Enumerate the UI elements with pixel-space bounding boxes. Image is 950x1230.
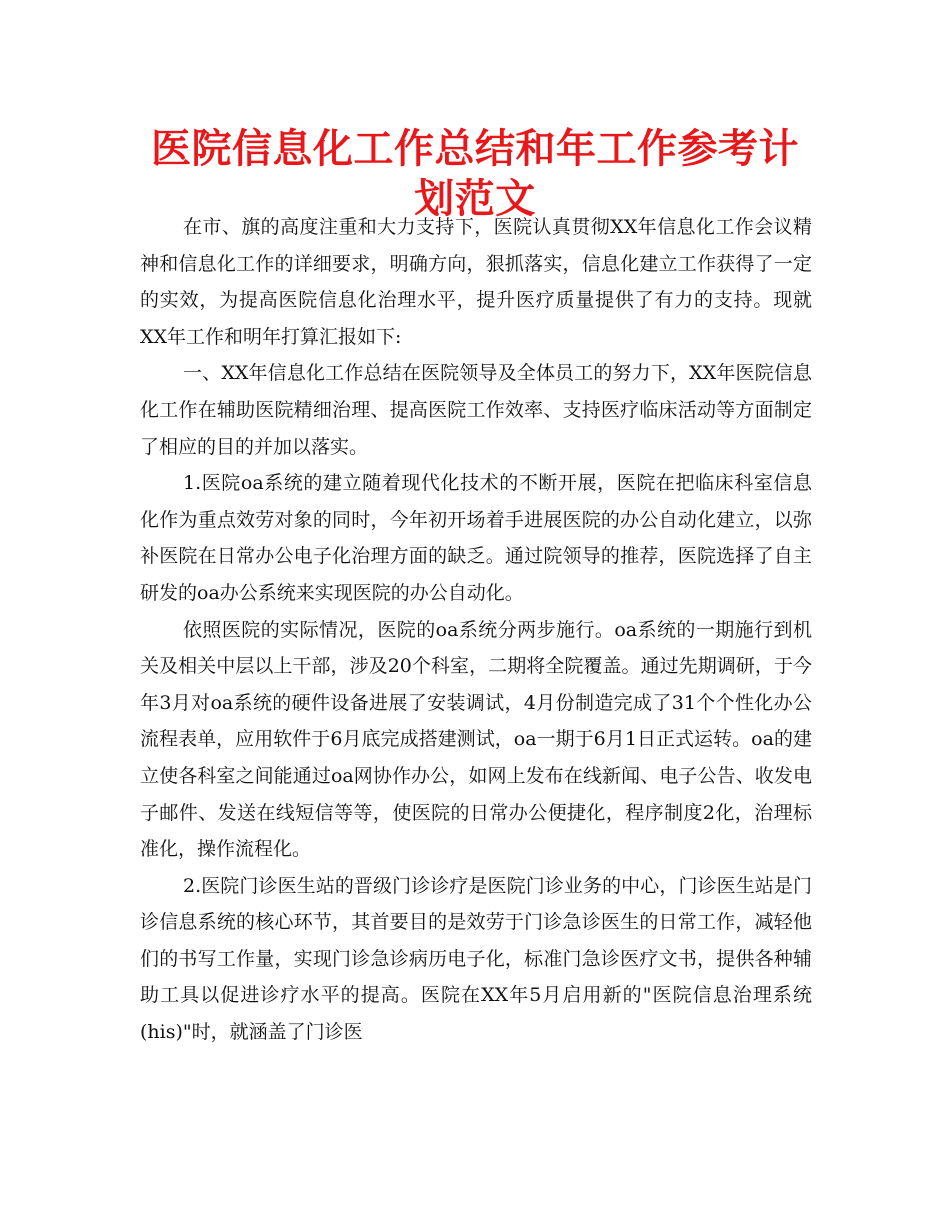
document-title: 医院信息化工作总结和年工作参考计划范文 bbox=[151, 126, 799, 222]
paragraph-section-1: 一、XX年信息化工作总结在医院领导及全体员工的努力下，XX年医院信息化工作在辅助医院精细治理、提高医院工作效率、支持医疗临床活动等方面制定了相应的目的并加以落实。 bbox=[140, 362, 812, 458]
paragraph-item-2-outpatient: 2.医院门诊医生站的晋级门诊诊疗是医院门诊业务的中心，门诊医生站是门诊信息系统的核心环节，其首要目的是效劳于门诊急诊医生的日常工作，减轻他们的书写工作量，实现门诊急诊病历电子化，标准门急诊医疗文书，提供各种辅助工具以促进诊疗水平的提高。医院在XX年5月启用新的"医院信息治理系统(his)"时，就涵盖了门诊医 bbox=[140, 874, 812, 1044]
paragraph-intro: 在市、旗的高度注重和大力支持下，医院认真贯彻XX年信息化工作会议精神和信息化工作的详细要求，明确方向，狠抓落实，信息化建立工作获得了一定的实效，为提高医院信息化治理水平，提升医疗质量提供了有力的支持。现就XX年工作和明年打算汇报如下: bbox=[140, 216, 812, 348]
document-body bbox=[140, 209, 812, 1051]
paragraph-item-1-oa: 1.医院oa系统的建立随着现代化技术的不断开展，医院在把临床科室信息化作为重点效劳对象的同时，今年初开场着手进展医院的办公自动化建立，以弥补医院在日常办公电子化治理方面的缺乏。通过院领导的推荐，医院选择了自主研发的oa办公系统来实现医院的办公自动化。 bbox=[140, 472, 812, 604]
paragraph-oa-implementation: 依照医院的实际情况，医院的oa系统分两步施行。oa系统的一期施行到机关及相关中层以上干部，涉及20个科室，二期将全院覆盖。通过先期调研，于今年3月对oa系统的硬件设备进展了安装调试，4月份制造完成了31个个性化办公流程表单，应用软件于6月底完成搭建测试，oa一期于6月1日正式运转。oa的建立使各科室之间能通过oa网协作办公，如网上发布在线新闻、电子公告、收发电子邮件、发送在线短信等等，使医院的日常办公便捷化，程序制度2化，治理标准化，操作流程化。 bbox=[140, 618, 812, 861]
